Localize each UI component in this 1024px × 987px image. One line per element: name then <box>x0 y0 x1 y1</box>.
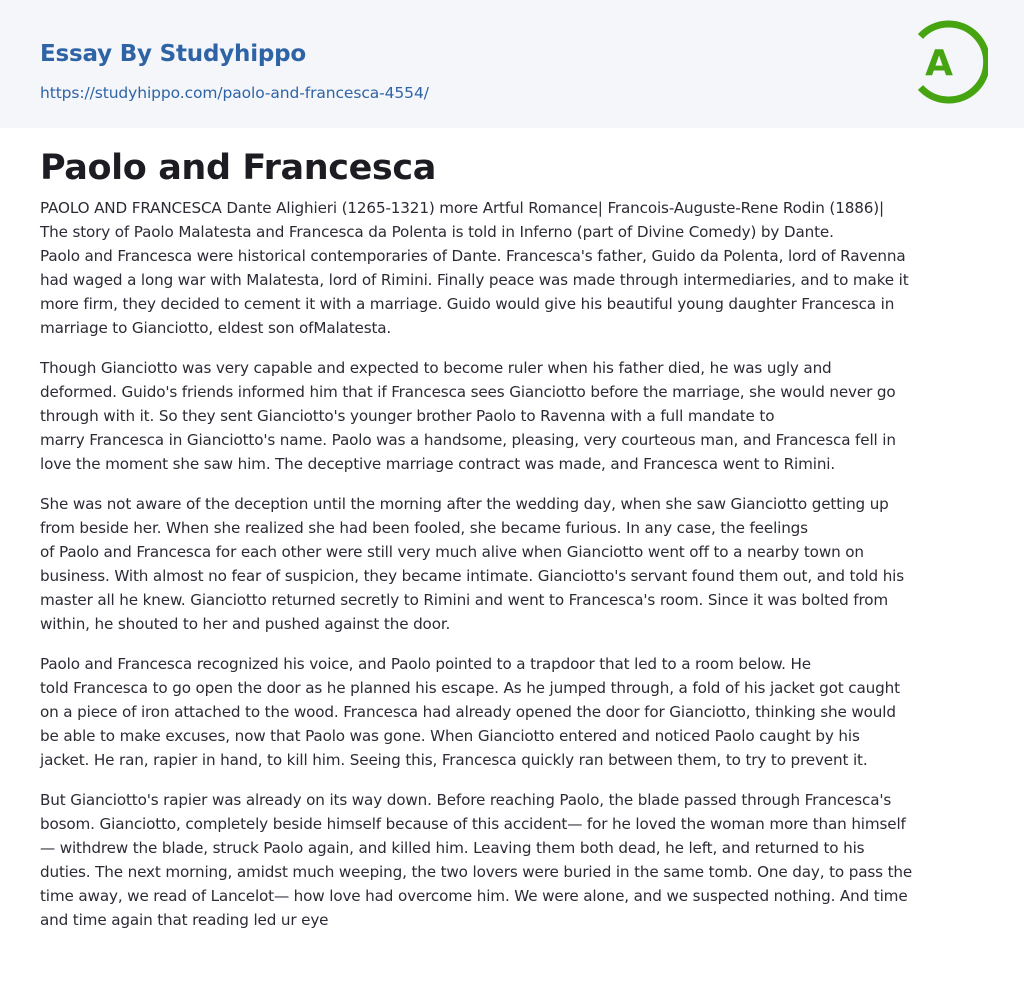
paragraph-line: deformed. Guido's friends informed him that if Francesca sees Gianciotto before the marriage, she would never go <box>40 383 896 401</box>
paragraph-line: duties. The next morning, amidst much weeping, the two lovers were buried in the same tomb. One day, to pass the <box>40 863 913 881</box>
paragraph-line: PAOLO AND FRANCESCA Dante Alighieri (1265-1321) more Artful Romance| Francois-Auguste-Rene Rodin (1886)| <box>40 199 884 217</box>
essay-url-link[interactable]: https://studyhippo.com/paolo-and-francesca-4554/ <box>40 84 429 102</box>
essay-paragraph-1 <box>40 196 990 340</box>
paragraph-line: jacket. He ran, rapier in hand, to kill him. Seeing this, Francesca quickly ran between them, to try to prevent it. <box>40 751 868 769</box>
page-title: Paolo and Francesca <box>40 148 436 188</box>
paragraph-line: master all he knew. Gianciotto returned secretly to Rimini and went to Francesca's room. Since it was bolted from <box>40 591 889 609</box>
paragraph-line: Paolo and Francesca recognized his voice, and Paolo pointed to a trapdoor that led to a room below. He <box>40 655 811 673</box>
paragraph-line: business. With almost no fear of suspicion, they became intimate. Gianciotto's servant found them out, and told his <box>40 567 905 585</box>
paragraph-line: Though Gianciotto was very capable and expected to become ruler when his father died, he was ugly and <box>40 359 832 377</box>
essay-paragraph-4 <box>40 652 990 772</box>
essay-paragraph-5 <box>40 788 990 932</box>
paragraph-line: of Paolo and Francesca for each other were still very much alive when Gianciotto went off to a nearby town on <box>40 543 864 561</box>
paragraph-line: She was not aware of the deception until the morning after the wedding day, when she saw Gianciotto getting up <box>40 495 889 513</box>
brand-title: Essay By Studyhippo <box>40 41 307 67</box>
logo-letter: A <box>925 43 953 84</box>
paragraph-line: — withdrew the blade, struck Paolo again, and killed him. Leaving them both dead, he left, and returned to his <box>40 839 865 857</box>
paragraph-line: Paolo and Francesca were historical contemporaries of Dante. Francesca's father, Guido da Polenta, lord of Ravenna <box>40 247 906 265</box>
paragraph-line: through with it. So they sent Gianciotto's younger brother Paolo to Ravenna with a full mandate to <box>40 407 775 425</box>
paragraph-line: on a piece of iron attached to the wood. Francesca had already opened the door for Gianciotto, thinking she would <box>40 703 896 721</box>
paragraph-line: bosom. Gianciotto, completely beside himself because of this accident— for he loved the woman more than himself <box>40 815 906 833</box>
paragraph-line: But Gianciotto's rapier was already on its way down. Before reaching Paolo, the blade passed through Francesca's <box>40 791 892 809</box>
paragraph-line: from beside her. When she realized she had been fooled, she became furious. In any case, the feelings <box>40 519 808 537</box>
essay-content <box>40 140 990 932</box>
paragraph-line: be able to make excuses, now that Paolo was gone. When Gianciotto entered and noticed Paolo caught by his <box>40 727 860 745</box>
paragraph-line: had waged a long war with Malatesta, lord of Rimini. Finally peace was made through intermediaries, and to make it <box>40 271 909 289</box>
paragraph-line: marriage to Gianciotto, eldest son ofMalatesta. <box>40 319 392 337</box>
essay-paragraph-2 <box>40 356 990 476</box>
paragraph-line: more firm, they decided to cement it with a marriage. Guido would give his beautiful young daughter Francesca in <box>40 295 895 313</box>
paragraph-line: The story of Paolo Malatesta and Francesca da Polenta is told in Inferno (part of Divine Comedy) by Dante. <box>40 223 834 241</box>
paragraph-line: told Francesca to go open the door as he planned his escape. As he jumped through, a fold of his jacket got caught <box>40 679 900 697</box>
paragraph-line: marry Francesca in Gianciotto's name. Paolo was a handsome, pleasing, very courteous man, and Francesca fell in <box>40 431 896 449</box>
essay-paragraph-3 <box>40 492 990 636</box>
studyhippo-logo-icon[interactable] <box>908 18 988 106</box>
site-header <box>0 0 1024 128</box>
paragraph-line: and time again that reading led ur eye <box>40 911 329 929</box>
paragraph-line: time away, we read of Lancelot— how love had overcome him. We were alone, and we suspected nothing. And time <box>40 887 908 905</box>
paragraph-line: within, he shouted to her and pushed against the door. <box>40 615 451 633</box>
paragraph-line: love the moment she saw him. The deceptive marriage contract was made, and Francesca went to Rimini. <box>40 455 836 473</box>
